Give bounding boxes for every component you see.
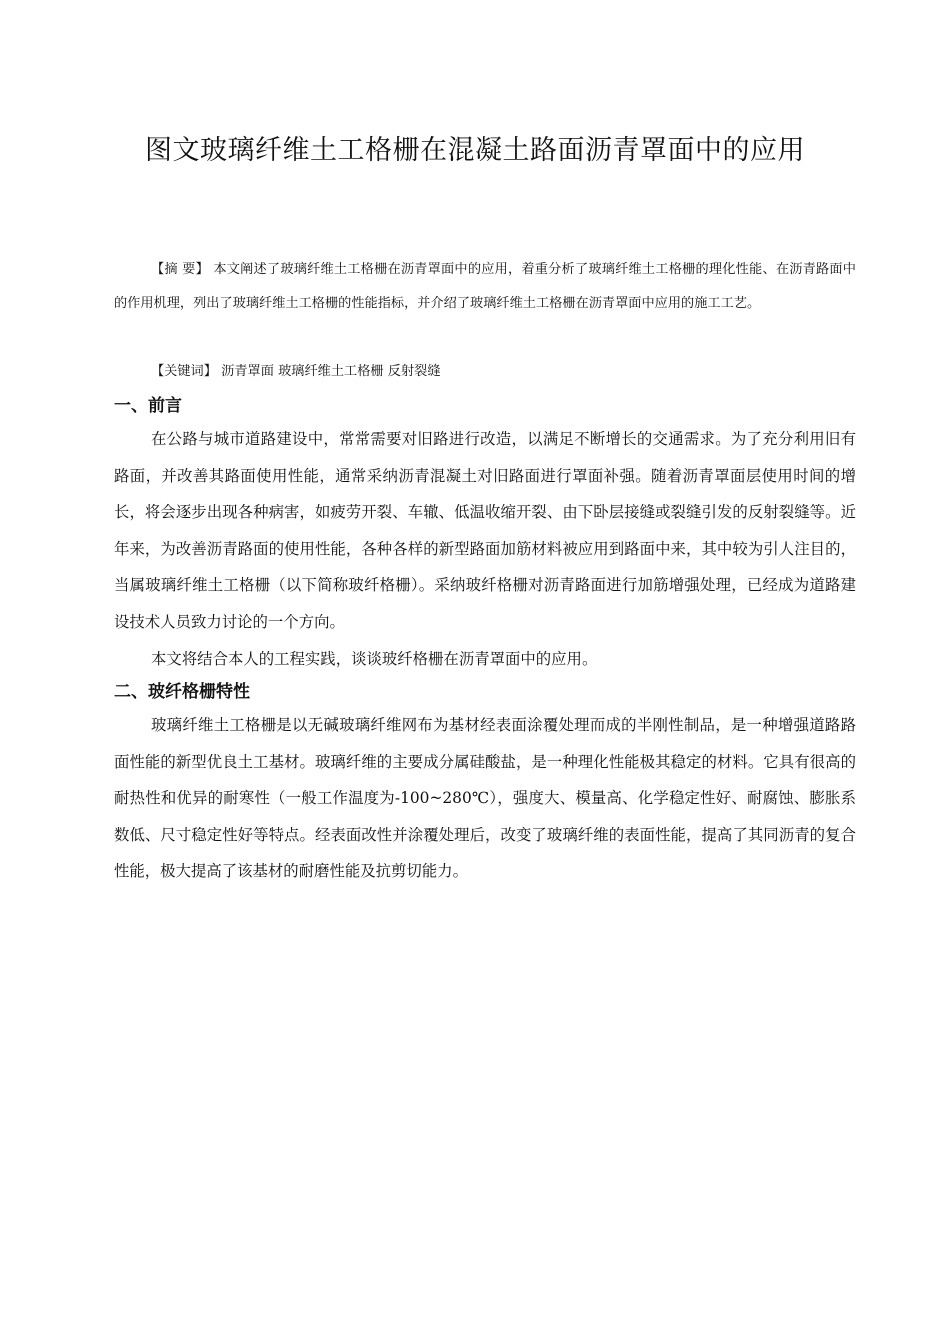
introduction-paragraph-1: 在公路与城市道路建设中，常常需要对旧路进行改造，以满足不断增长的交通需求。为了充分利用旧有路面，并改善其路面使用性能，通常采纳沥青混凝土对旧路面进行罩面补强。随着沥青罩面层使用时间的增长，将会逐步出现各种病害，如疲劳开裂、车辙、低温收缩开裂、由下卧层接缝或裂缝引发的反射裂缝等。近年来，为改善沥青路面的使用性能，各种各样的新型路面加筋材料被应用到路面中来，其中较为引人注目的，当属玻璃纤维土工格栅（以下简称玻纤格栅）。采纳玻纤格栅对沥青路面进行加筋增强处理，已经成为道路建设技术人员致力讨论的一个方向。 (114, 430, 856, 631)
abstract-paragraph: 【摘 要】 本文阐述了玻璃纤维土工格栅在沥青罩面中的应用，着重分析了玻璃纤维土工格栅的理化性能、在沥青路面中的作用机理，列出了玻璃纤维土工格栅的性能指标，并介绍了玻璃纤维土工格栅在沥青罩面中应用的施工工艺。 (114, 262, 856, 311)
section-heading-grid-properties: 二、玻纤格栅特性 (114, 682, 250, 702)
keywords-line: 【关键词】 沥青罩面 玻璃纤维土工格栅 反射裂缝 (151, 364, 441, 379)
introduction-paragraph-2: 本文将结合本人的工程实践，谈谈玻纤格栅在沥青罩面中的应用。 (151, 650, 598, 668)
section-heading-introduction: 一、前言 (114, 396, 182, 416)
page-title: 图文玻璃纤维土工格栅在混凝土路面沥青罩面中的应用 (145, 135, 805, 166)
grid-properties-paragraph: 玻璃纤维土工格栅是以无碱玻璃纤维网布为基材经表面涂覆处理而成的半刚性制品，是一种增强道路路面性能的新型优良土工基材。玻璃纤维的主要成分属硅酸盐，是一种理化性能极其稳定的材料。它具有很高的耐热性和优异的耐寒性（一般工作温度为-100~280℃），强度大、模量高、化学稳定性好、耐腐蚀、膨胀系数低、尺寸稳定性好等特点。经表面改性并涂覆处理后，改变了玻璃纤维的表面性能，提高了其同沥青的复合性能，极大提高了该基材的耐磨性能及抗剪切能力。 (114, 716, 856, 880)
